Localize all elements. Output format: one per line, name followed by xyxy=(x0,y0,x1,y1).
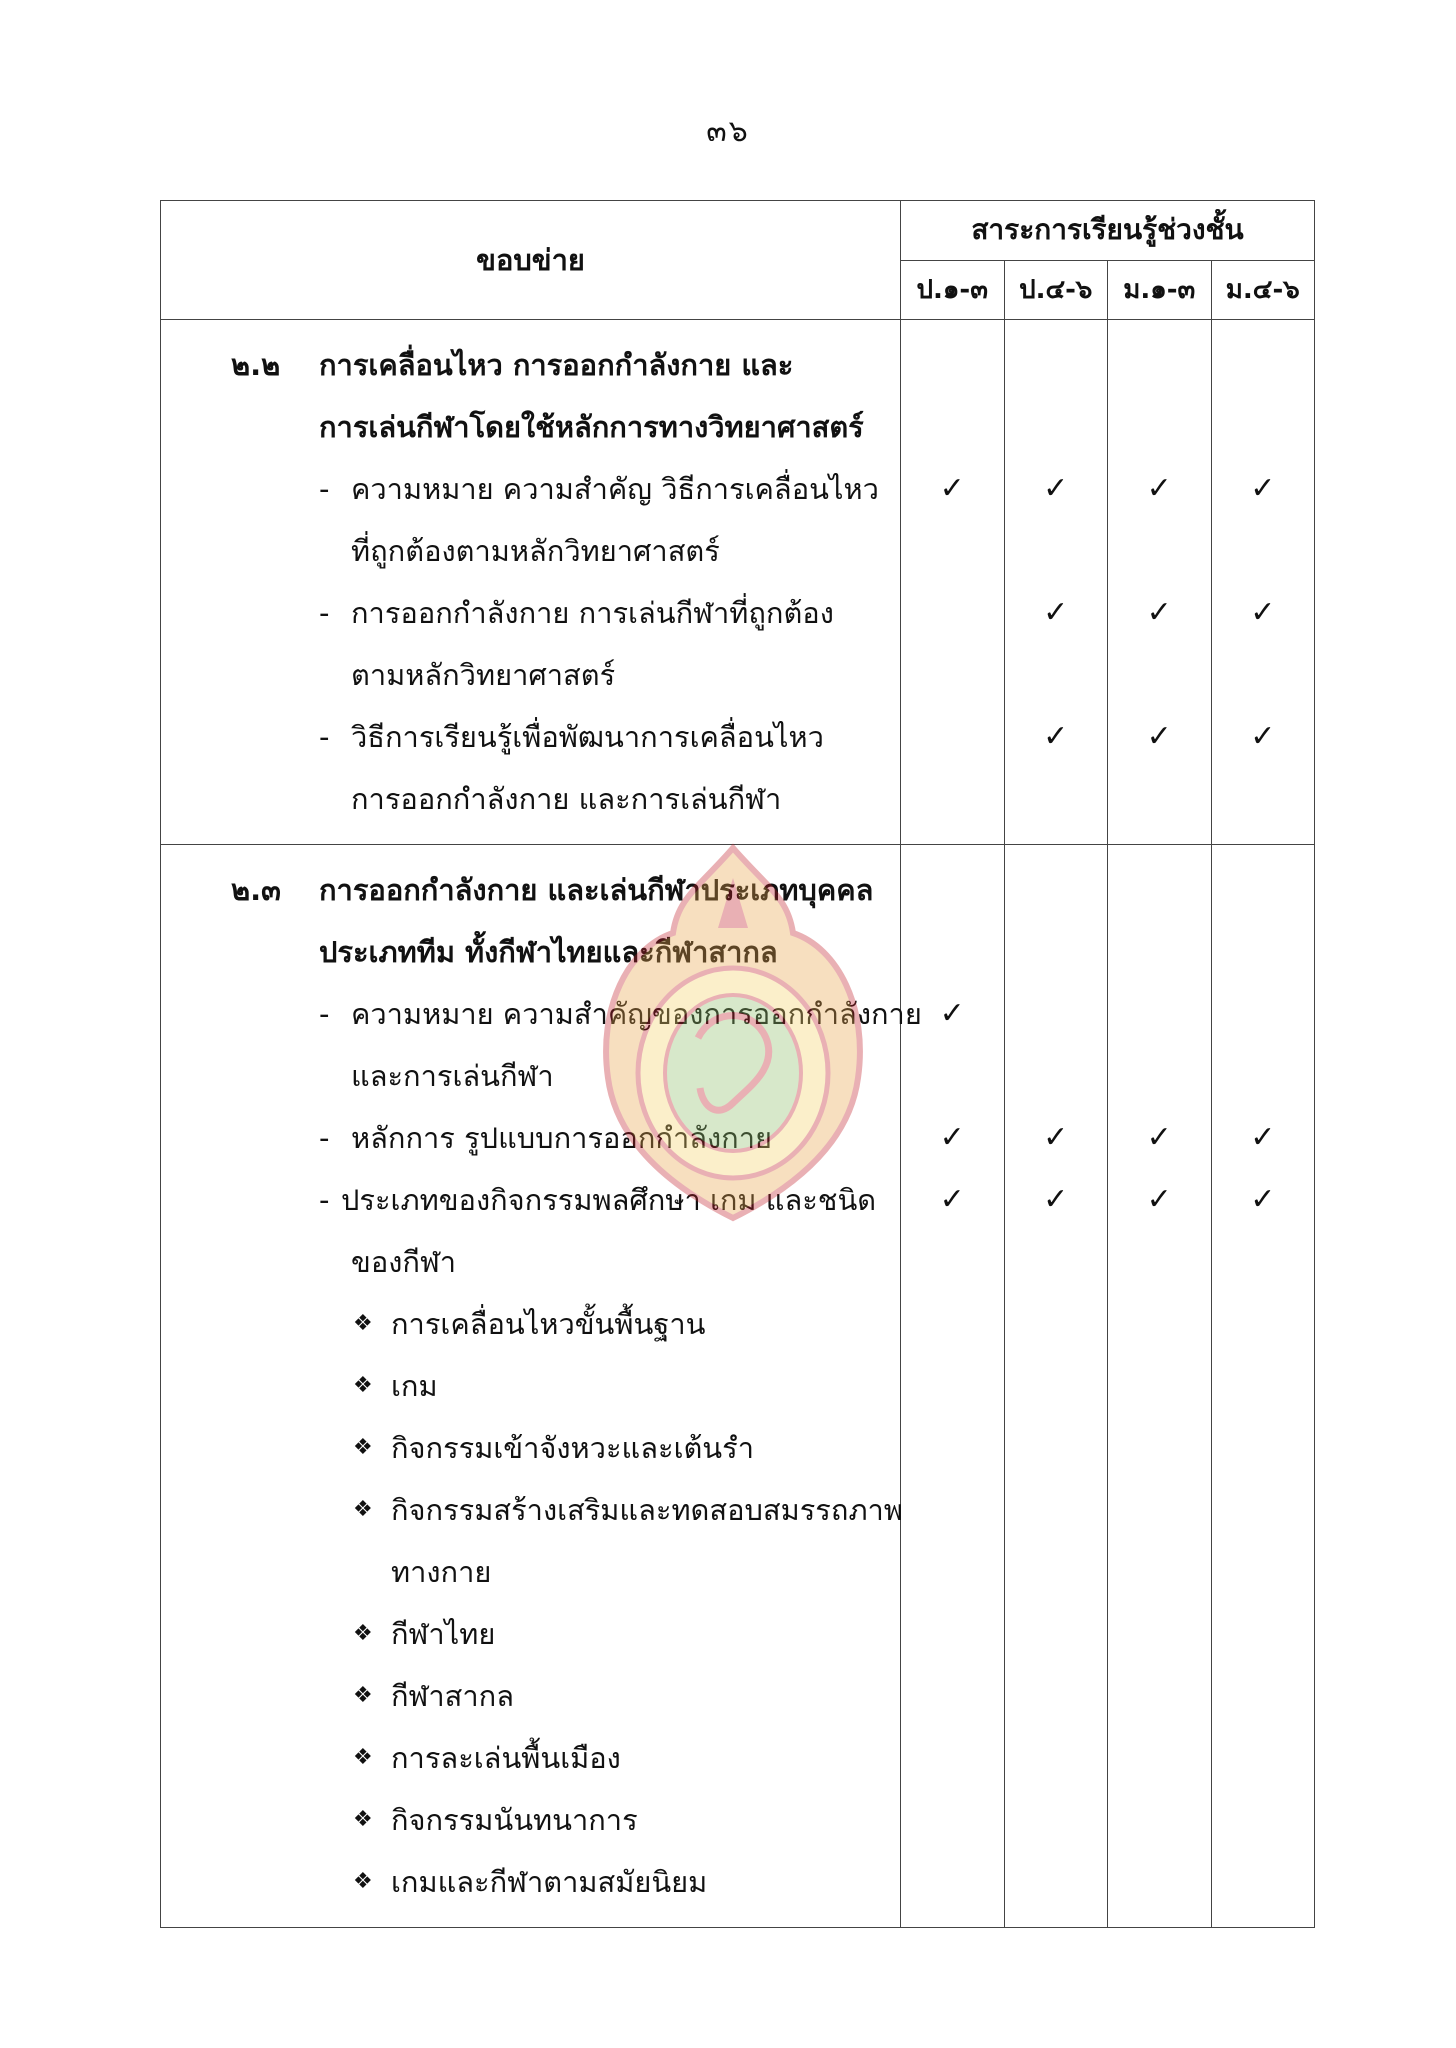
item-dash: - xyxy=(319,997,330,1031)
check-mark-icon: ✓ xyxy=(1250,1120,1276,1155)
check-mark-icon: ✓ xyxy=(1146,471,1172,506)
grade-cell-p4-6 xyxy=(1004,845,1108,1928)
list-item: หลักการ รูปแบบการออกกำลังกาย xyxy=(351,1121,772,1155)
diamond-bullet-icon: ❖ xyxy=(353,1745,373,1770)
check-mark-icon: ✓ xyxy=(939,1120,965,1155)
sub-list-item: กิจกรรมนันทนาการ xyxy=(391,1803,638,1837)
page-number: ๓๖ xyxy=(706,114,750,149)
empty-slot xyxy=(1108,921,1211,983)
list-item: วิธีการเรียนรู้เพื่อพัฒนาการเคลื่อนไหว xyxy=(351,720,824,754)
diamond-bullet-icon: ❖ xyxy=(353,1311,373,1336)
check-mark-icon: ✓ xyxy=(1043,471,1069,506)
check-mark-icon: ✓ xyxy=(939,996,965,1031)
item-dash: - xyxy=(319,1121,330,1155)
diamond-bullet-icon: ❖ xyxy=(353,1807,373,1832)
empty-slot xyxy=(1005,334,1108,396)
empty-slot xyxy=(1005,983,1108,1045)
check-mark-icon: ✓ xyxy=(939,471,965,506)
header-grade-m4-6: ม.๔-๖ xyxy=(1211,260,1315,320)
empty-slot xyxy=(1212,983,1315,1045)
empty-slot xyxy=(1005,859,1108,921)
check-mark-icon: ✓ xyxy=(1250,719,1276,754)
check-mark-icon: ✓ xyxy=(1250,1182,1276,1217)
empty-slot xyxy=(901,644,1004,706)
empty-slot xyxy=(901,334,1004,396)
check-mark-icon: ✓ xyxy=(1043,1182,1069,1217)
list-item-continued: ตามหลักวิทยาศาสตร์ xyxy=(351,658,616,692)
curriculum-scope-table xyxy=(160,200,1315,1928)
section-title: การเคลื่อนไหว การออกกำลังกาย และ xyxy=(319,348,794,382)
empty-slot xyxy=(1108,768,1211,830)
sub-list-item: กิจกรรมเข้าจังหวะและเต้นรำ xyxy=(391,1431,754,1465)
grade-cell-p4-6 xyxy=(1004,320,1108,845)
list-item-continued: ของกีฬา xyxy=(351,1245,457,1279)
section-title: การเล่นกีฬาโดยใช้หลักการทางวิทยาศาสตร์ xyxy=(319,410,864,444)
empty-slot xyxy=(901,859,1004,921)
empty-slot xyxy=(901,706,1004,768)
section-scope-cell xyxy=(161,320,901,845)
header-grade-p4-6: ป.๔-๖ xyxy=(1004,260,1108,320)
check-mark-icon: ✓ xyxy=(939,1182,965,1217)
list-item-continued: และการเล่นกีฬา xyxy=(351,1059,554,1093)
grade-cell-m4-6 xyxy=(1211,845,1315,1928)
empty-slot xyxy=(1005,396,1108,458)
section-title: การออกกำลังกาย และเล่นกีฬาประเภทบุคคล xyxy=(319,873,874,907)
grade-cell-m1-3 xyxy=(1108,845,1212,1928)
empty-slot xyxy=(1108,396,1211,458)
empty-slot xyxy=(1005,921,1108,983)
diamond-bullet-icon: ❖ xyxy=(353,1497,373,1522)
item-dash: - xyxy=(319,472,330,506)
list-item: ความหมาย ความสำคัญของการออกกำลังกาย xyxy=(351,997,922,1031)
diamond-bullet-icon: ❖ xyxy=(353,1683,373,1708)
empty-slot xyxy=(1108,859,1211,921)
sub-list-item: กีฬาไทย xyxy=(391,1617,496,1651)
empty-slot xyxy=(1212,334,1315,396)
check-mark-icon: ✓ xyxy=(1043,595,1069,630)
empty-slot xyxy=(901,396,1004,458)
check-mark-icon: ✓ xyxy=(1043,1120,1069,1155)
list-item: การออกกำลังกาย การเล่นกีฬาที่ถูกต้อง xyxy=(351,596,834,630)
check-mark-icon: ✓ xyxy=(1250,471,1276,506)
empty-slot xyxy=(901,582,1004,644)
section-number: ๒.๒ xyxy=(231,348,281,382)
check-mark-icon: ✓ xyxy=(1146,719,1172,754)
empty-slot xyxy=(1212,1231,1315,1293)
diamond-bullet-icon: ❖ xyxy=(353,1435,373,1460)
sub-list-item: กิจกรรมสร้างเสริมและทดสอบสมรรถภาพ xyxy=(391,1493,903,1527)
header-scope: ขอบข่าย xyxy=(161,201,901,320)
section-row xyxy=(161,320,1315,845)
empty-slot xyxy=(1005,1231,1108,1293)
empty-slot xyxy=(901,921,1004,983)
empty-slot xyxy=(1108,334,1211,396)
item-dash: - xyxy=(319,1183,330,1217)
check-mark-icon: ✓ xyxy=(1043,719,1069,754)
sub-list-item: เกม xyxy=(391,1369,438,1403)
list-item: ประเภทของกิจกรรมพลศึกษา เกม และชนิด xyxy=(341,1183,877,1217)
empty-slot xyxy=(1005,1045,1108,1107)
item-dash: - xyxy=(319,720,330,754)
header-grade-p1-3: ป.๑-๓ xyxy=(901,260,1005,320)
diamond-bullet-icon: ❖ xyxy=(353,1869,373,1894)
check-mark-icon: ✓ xyxy=(1146,1182,1172,1217)
empty-slot xyxy=(1108,644,1211,706)
check-mark-icon: ✓ xyxy=(1146,595,1172,630)
empty-slot xyxy=(1212,1045,1315,1107)
empty-slot xyxy=(901,1045,1004,1107)
empty-slot xyxy=(1108,1231,1211,1293)
check-mark-icon: ✓ xyxy=(1250,595,1276,630)
list-item-continued: ที่ถูกต้องตามหลักวิทยาศาสตร์ xyxy=(351,534,720,568)
sub-list-item: การละเล่นพื้นเมือง xyxy=(391,1741,621,1775)
header-grade-m1-3: ม.๑-๓ xyxy=(1108,260,1212,320)
sub-list-item: กีฬาสากล xyxy=(391,1679,514,1713)
sub-list-item: การเคลื่อนไหวขั้นพื้นฐาน xyxy=(391,1307,706,1341)
header-learning-content-by-level: สาระการเรียนรู้ช่วงชั้น xyxy=(901,201,1315,261)
list-item: ความหมาย ความสำคัญ วิธีการเคลื่อนไหว xyxy=(351,472,879,506)
empty-slot xyxy=(1212,520,1315,582)
section-scope-cell xyxy=(161,845,922,1928)
empty-slot xyxy=(901,1231,1004,1293)
grade-cell-p1-3 xyxy=(901,320,1005,845)
diamond-bullet-icon: ❖ xyxy=(353,1621,373,1646)
empty-slot xyxy=(1212,921,1315,983)
empty-slot xyxy=(1212,768,1315,830)
list-item-continued: การออกกำลังกาย และการเล่นกีฬา xyxy=(351,782,782,816)
sub-list-item-continued: ทางกาย xyxy=(391,1555,492,1589)
empty-slot xyxy=(1212,859,1315,921)
empty-slot xyxy=(901,520,1004,582)
empty-slot xyxy=(1212,644,1315,706)
grade-cell-m4-6 xyxy=(1211,320,1315,845)
section-number: ๒.๓ xyxy=(231,873,281,907)
empty-slot xyxy=(901,768,1004,830)
sub-list-item: เกมและกีฬาตามสมัยนิยม xyxy=(391,1865,708,1899)
empty-slot xyxy=(1005,520,1108,582)
empty-slot xyxy=(1005,768,1108,830)
empty-slot xyxy=(1108,983,1211,1045)
section-row xyxy=(161,845,1315,1928)
empty-slot xyxy=(1005,644,1108,706)
empty-slot xyxy=(1108,1045,1211,1107)
grade-cell-m1-3 xyxy=(1108,320,1212,845)
empty-slot xyxy=(1212,396,1315,458)
check-mark-icon: ✓ xyxy=(1146,1120,1172,1155)
diamond-bullet-icon: ❖ xyxy=(353,1373,373,1398)
empty-slot xyxy=(1108,520,1211,582)
section-title: ประเภททีม ทั้งกีฬาไทยและกีฬาสากล xyxy=(319,935,778,969)
item-dash: - xyxy=(319,596,330,630)
